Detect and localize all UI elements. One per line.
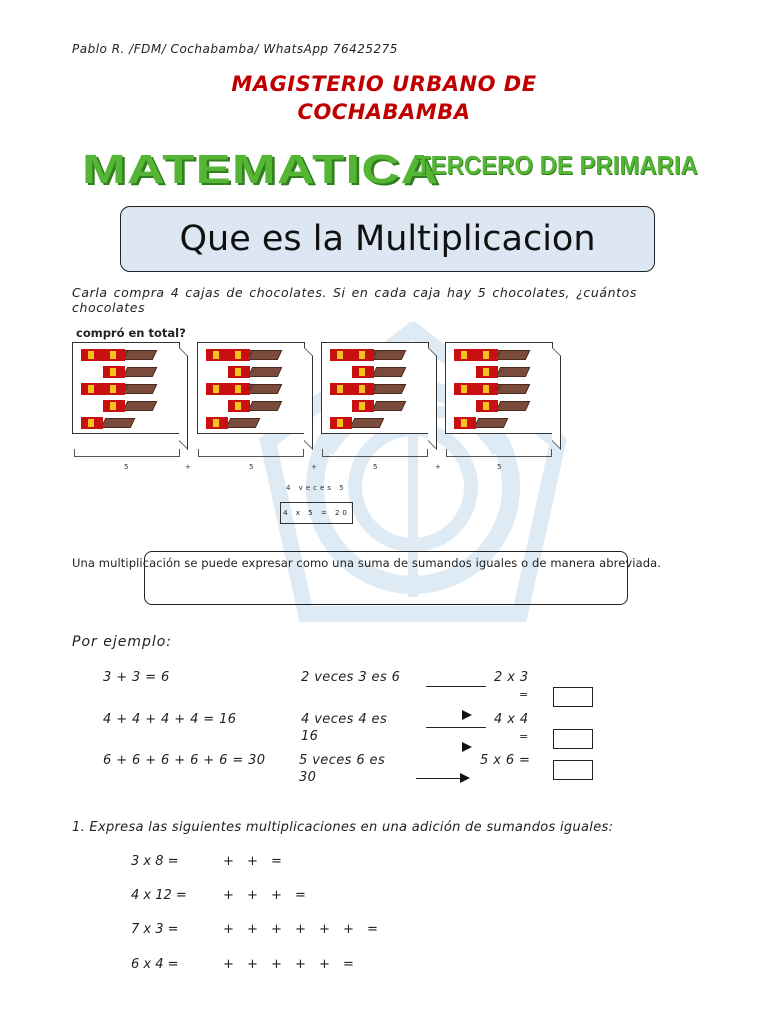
plus-sign: + <box>223 854 234 869</box>
chocolate-bar-icon <box>103 383 155 395</box>
chocolate-box-3 <box>321 342 429 434</box>
organization-line-2: COCHABAMBA <box>297 100 471 124</box>
example-1-equals: = <box>519 688 529 701</box>
example-3-sum: 6 + 6 + 6 + 6 + 6 = 30 <box>103 753 266 768</box>
chocolate-box-4 <box>445 342 553 434</box>
plus-sign: + <box>343 922 354 937</box>
plus-sign-3: + <box>435 463 442 471</box>
chocolate-bar-icon <box>476 400 528 412</box>
chocolate-bar-icon <box>228 400 280 412</box>
exercise-expression: 7 x 3 = <box>131 922 179 937</box>
box-count-3: 5 <box>373 463 379 471</box>
plus-sign: + <box>319 957 330 972</box>
box-side <box>179 347 188 450</box>
chocolate-bar-icon <box>103 366 155 378</box>
grade-label: TERCERO DE PRIMARIA <box>416 150 698 180</box>
plus-sign: + <box>271 922 282 937</box>
topic-title: Que es la Multiplicacion <box>179 219 596 259</box>
box-count-4: 5 <box>497 463 503 471</box>
box-side <box>428 347 437 450</box>
equals-sign: = <box>343 957 354 972</box>
organization-title <box>0 70 768 126</box>
example-3-line <box>416 778 462 779</box>
plus-sign: + <box>247 888 258 903</box>
box-count-2: 5 <box>249 463 255 471</box>
chocolate-bar-icon <box>228 366 280 378</box>
plus-sign: + <box>295 957 306 972</box>
exercise-expression: 4 x 12 = <box>131 888 187 903</box>
definition-text: Una multiplicación se puede expresar como una suma de sumandos iguales o de manera abreviada. <box>72 556 662 570</box>
exercise-1-instruction: 1. Expresa las siguientes multiplicaciones en una adición de sumandos iguales: <box>72 820 614 835</box>
plus-sign: + <box>295 922 306 937</box>
problem-question: compró en total? <box>76 326 186 340</box>
example-3-words-continued: 30 <box>299 770 317 785</box>
plus-sign: + <box>223 888 234 903</box>
chocolate-bar-icon <box>352 366 404 378</box>
box-side <box>304 347 313 450</box>
chocolate-bar-icon <box>476 383 528 395</box>
example-2-words-continued: 16 <box>301 729 319 744</box>
problem-text: Carla compra 4 cajas de chocolates. Si en cada caja hay 5 chocolates, ¿cuántos <box>72 285 637 300</box>
chocolate-bar-icon <box>228 349 280 361</box>
chocolate-bar-icon <box>103 349 155 361</box>
chocolate-box-1 <box>72 342 180 434</box>
chocolate-bar-icon <box>352 349 404 361</box>
subject-title: MATEMATICA <box>82 146 440 192</box>
exercise-expression: 3 x 8 = <box>131 854 179 869</box>
example-1-answer-box[interactable] <box>553 687 593 707</box>
chocolate-bar-icon <box>103 400 155 412</box>
chocolate-bar-icon <box>330 417 382 429</box>
organization-line-1: MAGISTERIO URBANO DE <box>231 72 537 96</box>
plus-sign: + <box>247 922 258 937</box>
example-1-sum: 3 + 3 = 6 <box>103 670 170 685</box>
example-2-words: 4 veces 4 es <box>301 712 388 727</box>
plus-sign: + <box>319 922 330 937</box>
example-3-product: 5 x 6 = <box>480 753 531 768</box>
author-line: Pablo R. /FDM/ Cochabamba/ WhatsApp 76425275 <box>72 42 398 56</box>
example-1-words: 2 veces 3 es 6 <box>301 670 401 685</box>
plus-sign: + <box>247 854 258 869</box>
example-2-line <box>426 727 486 728</box>
plus-sign: + <box>271 888 282 903</box>
plus-sign: + <box>223 957 234 972</box>
chocolate-bar-icon <box>81 417 133 429</box>
equals-sign: = <box>367 922 378 937</box>
chocolate-bar-icon <box>352 400 404 412</box>
plus-sign-1: + <box>185 463 192 471</box>
chocolate-bar-icon <box>476 349 528 361</box>
example-3-answer-box[interactable] <box>553 760 593 780</box>
brace-2 <box>198 449 304 457</box>
plus-sign: + <box>271 957 282 972</box>
chocolate-bar-icon <box>454 417 506 429</box>
equals-sign: = <box>271 854 282 869</box>
example-2-answer-box[interactable] <box>553 729 593 749</box>
chocolate-box-2 <box>197 342 305 434</box>
arrow-icon <box>462 710 472 720</box>
example-2-product: 4 x 4 <box>494 712 529 727</box>
plus-sign: + <box>223 922 234 937</box>
box-count-1: 5 <box>124 463 130 471</box>
arrow-icon <box>462 742 472 752</box>
plus-sign: + <box>247 957 258 972</box>
example-3-words: 5 veces 6 es <box>299 753 386 768</box>
exercise-expression: 6 x 4 = <box>131 957 179 972</box>
equation-box: 4 x 5 = 20 <box>280 502 353 524</box>
example-1-product: 2 x 3 <box>494 670 529 685</box>
chocolate-bar-icon <box>206 417 258 429</box>
plus-sign-2: + <box>311 463 318 471</box>
problem-text-continued: chocolates <box>72 300 146 315</box>
brace-3 <box>322 449 428 457</box>
equals-sign: = <box>295 888 306 903</box>
brace-4 <box>446 449 552 457</box>
example-1-line <box>426 686 486 687</box>
examples-heading: Por ejemplo: <box>72 634 173 650</box>
chocolate-bar-icon <box>352 383 404 395</box>
brace-1 <box>74 449 180 457</box>
box-side <box>552 347 561 450</box>
arrow-icon <box>460 773 470 783</box>
example-2-equals: = <box>519 730 529 743</box>
example-2-sum: 4 + 4 + 4 + 4 = 16 <box>103 712 237 727</box>
chocolate-bar-icon <box>476 366 528 378</box>
chocolate-bar-icon <box>228 383 280 395</box>
times-text: 4 veces 5 <box>286 484 347 492</box>
